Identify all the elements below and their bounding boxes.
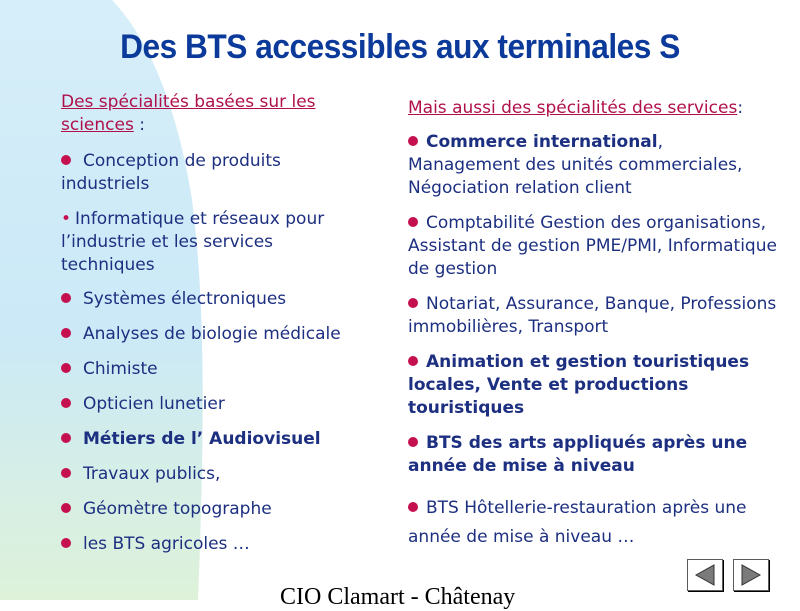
list-item: Animation et gestion touristiques locales, Vente et productions touristiques [408,352,750,418]
bullet-icon [61,363,71,373]
bullet-icon [408,356,418,366]
left-intro: Des spécialités basées sur les sciences : [61,92,316,135]
right-intro: Mais aussi des spécialités des services: [408,98,744,118]
bullet-icon [408,136,418,146]
list-item: Travaux publics, [61,463,351,486]
bullet-icon [408,502,418,512]
bullet-icon [61,155,71,165]
list-item: les BTS agricoles … [61,533,351,556]
list-item: Notariat, Assurance, Banque, Professions immobilières, Transport [408,294,777,337]
bullet-icon [61,503,71,513]
list-item: Chimiste [61,358,351,381]
left-intro-link[interactable]: Des spécialités basées sur les sciences [61,92,316,135]
bullet-icon: • [61,209,72,229]
list-item: • Informatique et réseaux pour l’industrie et les services techniques [61,209,325,275]
next-slide-button[interactable] [733,559,769,591]
list-item: BTS Hôtellerie-restauration après une année de mise à niveau … [408,498,747,547]
left-column [61,91,351,556]
list-item: Conception de produits industriels [61,151,281,194]
list-item: Opticien lunetier [61,393,351,416]
list-item: Métiers de l’ Audiovisuel [61,428,351,451]
page-title: Des BTS accessibles aux terminales S [120,28,680,66]
bullet-icon [61,468,71,478]
bullet-icon [408,437,418,447]
bullet-icon [61,293,71,303]
bullet-icon [408,217,418,227]
list-item: Systèmes électroniques [61,288,351,311]
list-item: Commerce international, Management des unités commerciales, Négociation relation client [408,132,743,198]
triangle-left-icon [688,560,722,590]
bullet-icon [61,398,71,408]
bullet-icon [61,433,71,443]
list-item: BTS des arts appliqués après une année de mise à niveau [408,433,748,476]
list-item: Analyses de biologie médicale [61,323,351,346]
bullet-icon [61,328,71,338]
triangle-right-icon [734,560,768,590]
footer-text: CIO Clamart - Châtenay [280,584,516,610]
list-item: Géomètre topographe [61,498,351,521]
list-item: Comptabilité Gestion des organisations, Assistant de gestion PME/PMI, Informatique de gestion [408,213,777,279]
bullet-icon [408,298,418,308]
previous-slide-button[interactable] [687,559,723,591]
right-intro-link[interactable]: Mais aussi des spécialités des services [408,98,738,118]
right-column [408,97,780,552]
bullet-icon [61,538,71,548]
